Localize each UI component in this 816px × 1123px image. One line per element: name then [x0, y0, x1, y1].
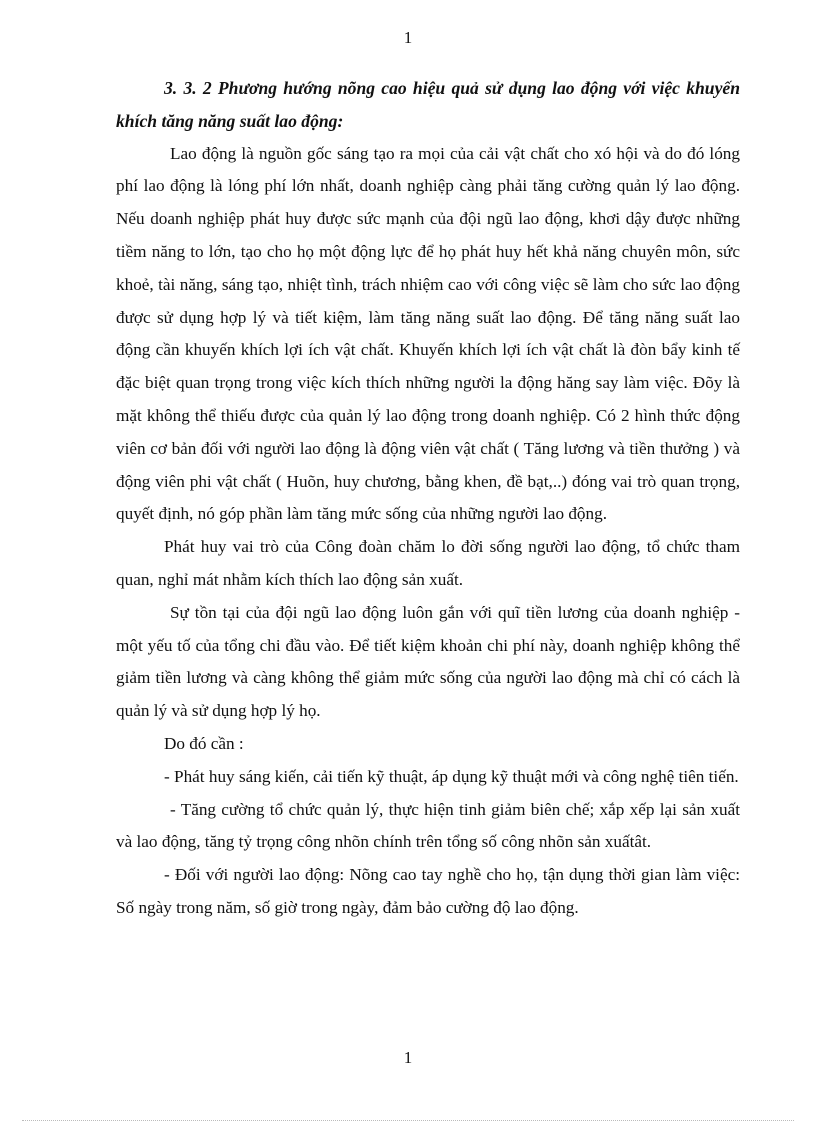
paragraph-2: Phát huy vai trò của Công đoàn chăm lo đời sống người lao động, tổ chức tham quan, nghỉ mát nhằm kích thích lao động sản xuất. [116, 537, 740, 589]
list-item-1: - Phát huy sáng kiến, cải tiến kỹ thuật, áp dụng kỹ thuật mới và công nghệ tiên tiến. [164, 766, 739, 786]
document-body [116, 72, 740, 925]
paragraph-4: Do đó cần : [164, 733, 244, 753]
paragraph-1: Lao động là nguồn gốc sáng tạo ra mọi của cải vật chất cho xó hội và do đó lóng phí lao động là lóng phí lớn nhất, doanh nghiệp càng phải tăng cường quản lý lao động. Nếu doanh nghiệp phát huy được sức mạnh của đội ngũ lao động, khơi dậy được những tiềm năng to lớn, tạo cho họ một động lực để họ phát huy hết khả năng chuyên môn, sức khoẻ, tài năng, sáng tạo, nhiệt tình, trách nhiệm cao với công việc sẽ làm cho sức lao động được sử dụng hợp lý và tiết kiệm, làm tăng năng suất lao động. Để tăng năng suất lao động cần khuyến khích lợi ích vật chất. Khuyến khích lợi ích vật chất là đòn bẩy kinh tế đặc biệt quan trọng trong việc kích thích những người la động hăng say làm việc. Đõy là mặt không thể thiếu được của quản lý lao động trong doanh nghiệp. Có 2 hình thức động viên cơ bản đối với người lao động là động viên vật chất ( Tăng lương và tiền thưởng ) và động viên phi vật chất ( Huõn, huy chương, bằng khen, đề bạt,..) đóng vai trò quan trọng, quyết định, nó góp phần làm tăng mức sống của những người lao động. [116, 143, 740, 524]
page-number-top: 1 [403, 28, 413, 47]
page-number-bottom: 1 [403, 1048, 413, 1067]
list-item-2: - Tăng cường tổ chức quản lý, thực hiện tinh giảm biên chế; xắp xếp lại sản xuất và lao động, tăng tỷ trọng công nhõn chính trên tổng số công nhõn sản xuấtât. [116, 799, 740, 852]
page-bottom-rule [22, 1120, 794, 1121]
list-item-3: - Đối với người lao động: Nõng cao tay nghề cho họ, tận dụng thời gian làm việc: Số ngày trong năm, số giờ trong ngày, đảm bảo cường độ lao động. [116, 865, 740, 917]
paragraph-3: Sự tồn tại của đội ngũ lao động luôn gắn với quĩ tiền lương của doanh nghiệp - một yếu tố của tổng chi đầu vào. Để tiết kiệm khoản chi phí này, doanh nghiệp không thể giảm tiền lương và càng không thể giảm mức sống của người lao động mà chỉ có cách là quản lý và sử dụng hợp lý họ. [116, 602, 740, 721]
section-heading: 3. 3. 2 Phương hướng nõng cao hiệu quả sử dụng lao động với việc khuyến khích tăng năng suất lao động: [116, 78, 740, 131]
